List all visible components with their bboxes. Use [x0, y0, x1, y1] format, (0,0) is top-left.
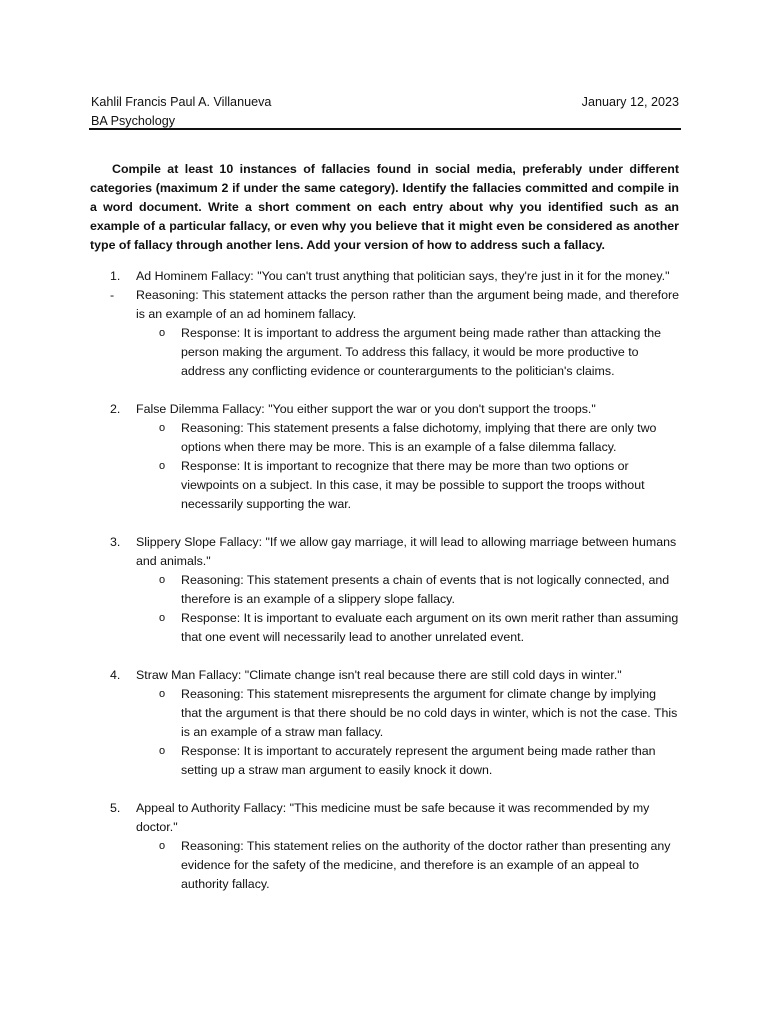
reasoning-text: Reasoning: This statement presents a false dichotomy, implying that there are only two options when there may be more. This is an example of a false dilemma fallacy. — [181, 421, 657, 454]
circle-bullet-icon: o — [159, 574, 166, 586]
fallacy-entry-1 — [90, 267, 679, 381]
entry-number: 4. — [110, 668, 121, 682]
entry-title: Slippery Slope Fallacy: "If we allow gay marriage, it will lead to allowing marriage between humans and animals." — [136, 535, 677, 568]
response-text: Response: It is important to accurately represent the argument being made rather than setting up a straw man argument to easily knock it down. — [181, 744, 656, 777]
list-item — [136, 419, 679, 457]
instructions-paragraph: Compile at least 10 instances of fallacies found in social media, preferably under different categories (maximum 2 if under the same category). Identify the fallacies committed and compile in a word document. Write a short comment on each entry about why you identified such as an example of a particular fallacy, or even why you believe that it might even be considered as another type of fallacy through another lens. Add your version of how to address such a fallacy. — [90, 162, 679, 252]
entry-details — [136, 324, 679, 381]
circle-bullet-icon: o — [159, 460, 166, 472]
document-header — [91, 93, 679, 131]
response-text: Response: It is important to evaluate each argument on its own merit rather than assuming that one event will necessarily lead to another unrelated event. — [181, 611, 679, 644]
entry-details — [136, 571, 679, 647]
dash-marker: - — [110, 288, 115, 302]
entry-number: 5. — [110, 801, 121, 815]
list-item — [136, 609, 679, 647]
list-item — [136, 457, 679, 514]
circle-bullet-icon: o — [159, 327, 166, 339]
entry-details — [136, 419, 679, 514]
fallacy-entry-3 — [90, 533, 679, 647]
author-name: Kahlil Francis Paul A. Villanueva — [91, 95, 272, 109]
entry-title: Ad Hominem Fallacy: "You can't trust anything that politician says, they're just in it for the money." — [136, 269, 670, 283]
document-date: January 12, 2023 — [581, 95, 679, 109]
entry-number: 3. — [110, 535, 121, 549]
reasoning-text: Reasoning: This statement relies on the authority of the doctor rather than presenting any evidence for the safety of the medicine, and therefore is an example of an appeal to authority fallacy. — [181, 839, 671, 891]
reasoning-text: Reasoning: This statement attacks the person rather than the argument being made, and therefore is an example of an ad hominem fallacy. — [136, 288, 679, 321]
header-divider — [89, 128, 681, 130]
document-body — [90, 160, 679, 913]
entry-details — [136, 837, 679, 894]
entry-reasoning — [90, 286, 679, 324]
response-text: Response: It is important to recognize that there may be more than two options or viewpoints on a subject. In this case, it may be possible to support the troops without necessarily supporting the war. — [181, 459, 645, 511]
list-item — [136, 742, 679, 780]
list-item — [136, 837, 679, 894]
list-item — [136, 685, 679, 742]
circle-bullet-icon: o — [159, 745, 166, 757]
list-item — [136, 324, 679, 381]
fallacy-entry-5 — [90, 799, 679, 894]
entry-title: Appeal to Authority Fallacy: "This medicine must be safe because it was recommended by my doctor." — [136, 801, 650, 834]
author-program: BA Psychology — [91, 114, 176, 128]
fallacy-entry-4 — [90, 666, 679, 780]
circle-bullet-icon: o — [159, 688, 166, 700]
reasoning-text: Reasoning: This statement presents a chain of events that is not logically connected, and therefore is an example of a slippery slope fallacy. — [181, 573, 670, 606]
entry-title: Straw Man Fallacy: "Climate change isn't real because there are still cold days in winter." — [136, 668, 622, 682]
entry-number: 2. — [110, 402, 121, 416]
response-text: Response: It is important to address the argument being made rather than attacking the person making the argument. To address this fallacy, it would be more productive to address any conflicting evidence or counterarguments to the politician's claims. — [181, 326, 662, 378]
circle-bullet-icon: o — [159, 422, 166, 434]
entry-details — [136, 685, 679, 780]
circle-bullet-icon: o — [159, 840, 166, 852]
fallacy-entry-2 — [90, 400, 679, 514]
entry-title: False Dilemma Fallacy: "You either support the war or you don't support the troops." — [136, 402, 596, 416]
entry-number: 1. — [110, 269, 121, 283]
circle-bullet-icon: o — [159, 612, 166, 624]
list-item — [136, 571, 679, 609]
reasoning-text: Reasoning: This statement misrepresents the argument for climate change by implying that the argument is that there should be no cold days in winter, which is not the case. This is an example of a straw man fallacy. — [181, 687, 678, 739]
